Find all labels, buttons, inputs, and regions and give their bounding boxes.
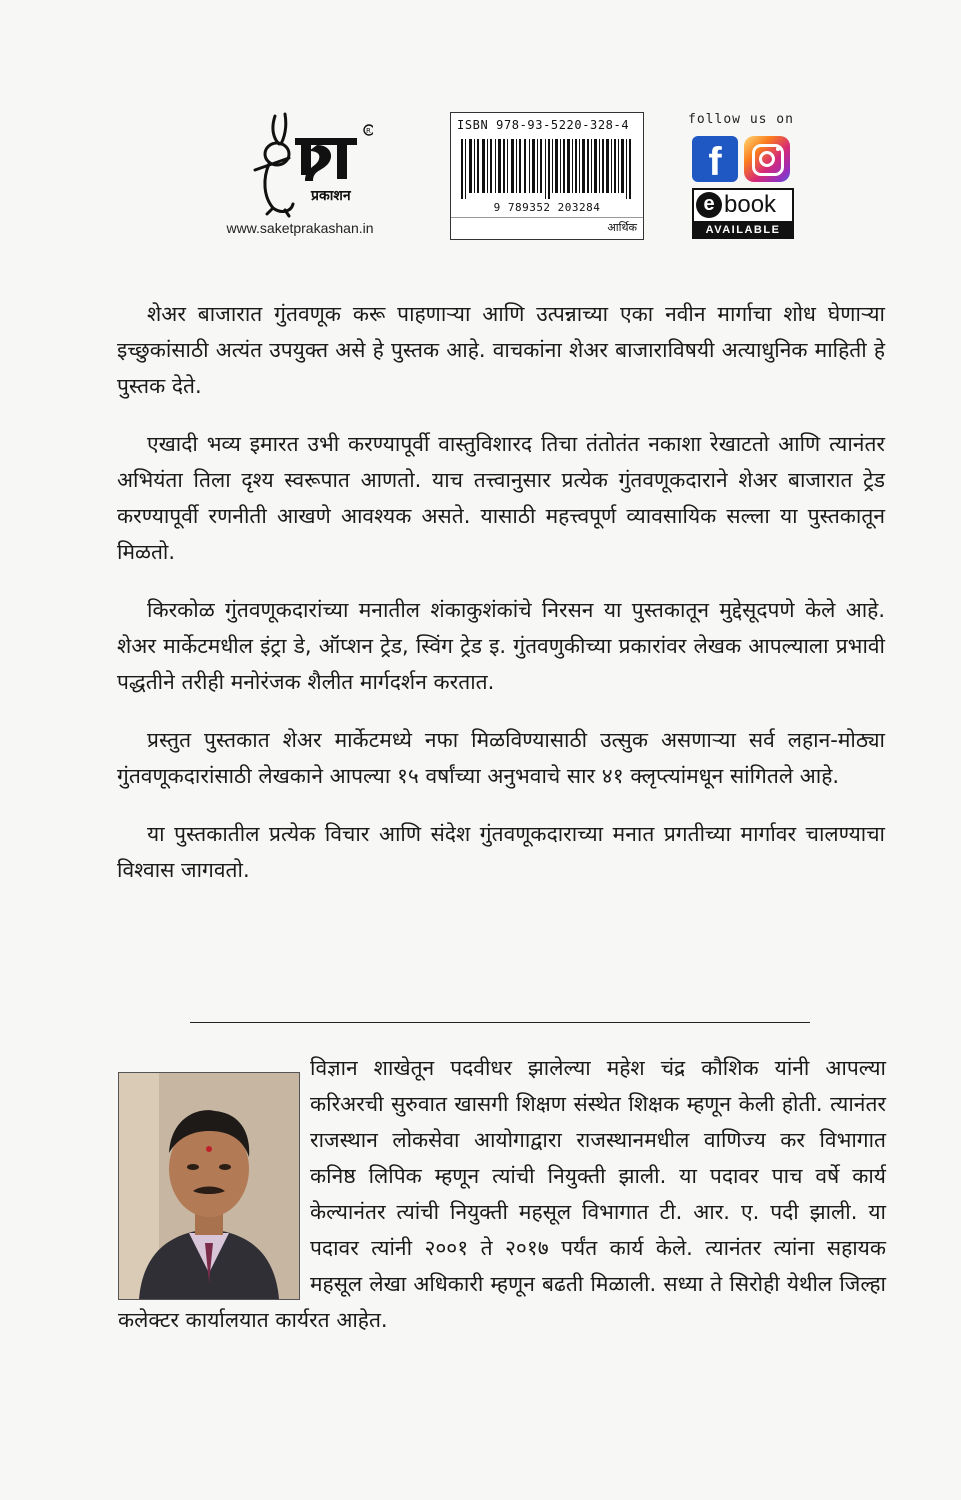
ebook-badge [692, 188, 794, 224]
description-paragraph: शेअर बाजारात गुंतवणूक करू पाहणाऱ्या आणि उत्पन्नाच्या एका नवीन मार्गाचा शोध घेणाऱ्या इच्छुकांसाठी अत्यंत उपयुक्त असे हे पुस्तक आहे. वाचकांना शेअर बाजाराविषयी अत्याधुनिक माहिती हे पुस्तक देते. [117, 302, 885, 398]
svg-text:प्रकाशन: प्रकाशन [311, 188, 351, 204]
follow-us-text: follow us on [688, 112, 794, 127]
photo-spacer [118, 1050, 310, 1302]
description-paragraph: एखादी भव्य इमारत उभी करण्यापूर्वी वास्तुविशारद तिचा तंतोतंत नकाशा रेखाटतो आणि त्यानंतर अभियंता तिला दृश्य स्वरूपात आणतो. याच तत्त्वानुसार प्रत्येक गुंतवणूकदाराने शेअर बाजारात ट्रेड करण्यापूर्वी रणनीती आखणे आवश्यक असते. यासाठी महत्त्वपूर्ण व्यावसायिक सल्ला या पुस्तकातून मिळतो. [117, 432, 885, 564]
publisher-logo [205, 108, 395, 238]
author-bio-text: विज्ञान शाखेतून पदवीधर झालेल्या महेश चंद्र कौशिक यांनी आपल्या करिअरची सुरुवात खासगी शिक्षण संस्थेत शिक्षक म्हणून केली होती. त्यानंतर राजस्थान लोकसेवा आयोगाद्वारा राजस्थानमधील वाणिज्य कर विभागात कनिष्ठ लिपिक म्हणून त्यांची नियुक्ती झाली. या पदावर पाच वर्षे कार्य केल्यानंतर त्यांची नियुक्ती महसूल विभागात टी. आर. ए. पदी झाली. या पदावर त्यांनी २००१ ते २०१७ पर्यंत कार्य केले. त्यानंतर त्यांना सहायक महसूल लेखा अधिकारी म्हणून बढती मिळाली. सध्या ते सिरोही येथील जिल्हा कलेक्टर कार्यालयात कार्यरत आहेत. [118, 1056, 886, 1332]
description-paragraph: प्रस्तुत पुस्तकात शेअर मार्केटमध्ये नफा मिळविण्यासाठी उत्सुक असणाऱ्या सर्व लहान-मोठ्या गुंतवणूकदारांसाठी लेखकाने आपल्या १५ वर्षांच्या अनुभवाचे सार ४१ क्लृप्त्यांमधून सांगितले आहे. [117, 728, 885, 788]
instagram-icon [744, 136, 790, 182]
author-bio [118, 1050, 886, 1338]
available-label: AVAILABLE [692, 221, 794, 239]
isbn-barcode [450, 112, 644, 240]
publisher-url: www.saketprakashan.in [226, 220, 374, 236]
rabbit-logo-icon [233, 108, 373, 218]
ebook-text: book [724, 191, 777, 218]
category-label: आर्थिक [607, 221, 637, 234]
ebook-e-icon: e [696, 192, 722, 218]
barcode-separator [451, 217, 643, 218]
barcode-digits: 9 789352 203284 [493, 201, 601, 214]
svg-text:R: R [366, 127, 371, 135]
description-paragraph: किरकोळ गुंतवणूकदारांच्या मनातील शंकाकुशंकांचे निरसन या पुस्तकातून मुद्देसूदपणे केले आहे. शेअर मार्केटमधील इंट्रा डे, ऑप्शन ट्रेड, स्विंग ट्रेड इ. गुंतवणुकीच्या प्रकारांवर लेखक आपल्याला प्रभावी पद्धतीने तरीही मनोरंजक शैलीत मार्गदर्शन करतात. [117, 598, 885, 694]
description-paragraph: या पुस्तकातील प्रत्येक विचार आणि संदेश गुंतवणूकदाराच्या मनात प्रगतीच्या मार्गावर चालण्याचा विश्वास जागवतो. [117, 822, 885, 882]
barcode-bars [459, 139, 635, 199]
book-description [117, 296, 885, 910]
follow-us-block [688, 112, 794, 240]
section-divider [190, 1022, 810, 1023]
isbn-text: ISBN 978-93-5220-328-4 [457, 118, 630, 132]
facebook-icon: f [692, 136, 738, 182]
